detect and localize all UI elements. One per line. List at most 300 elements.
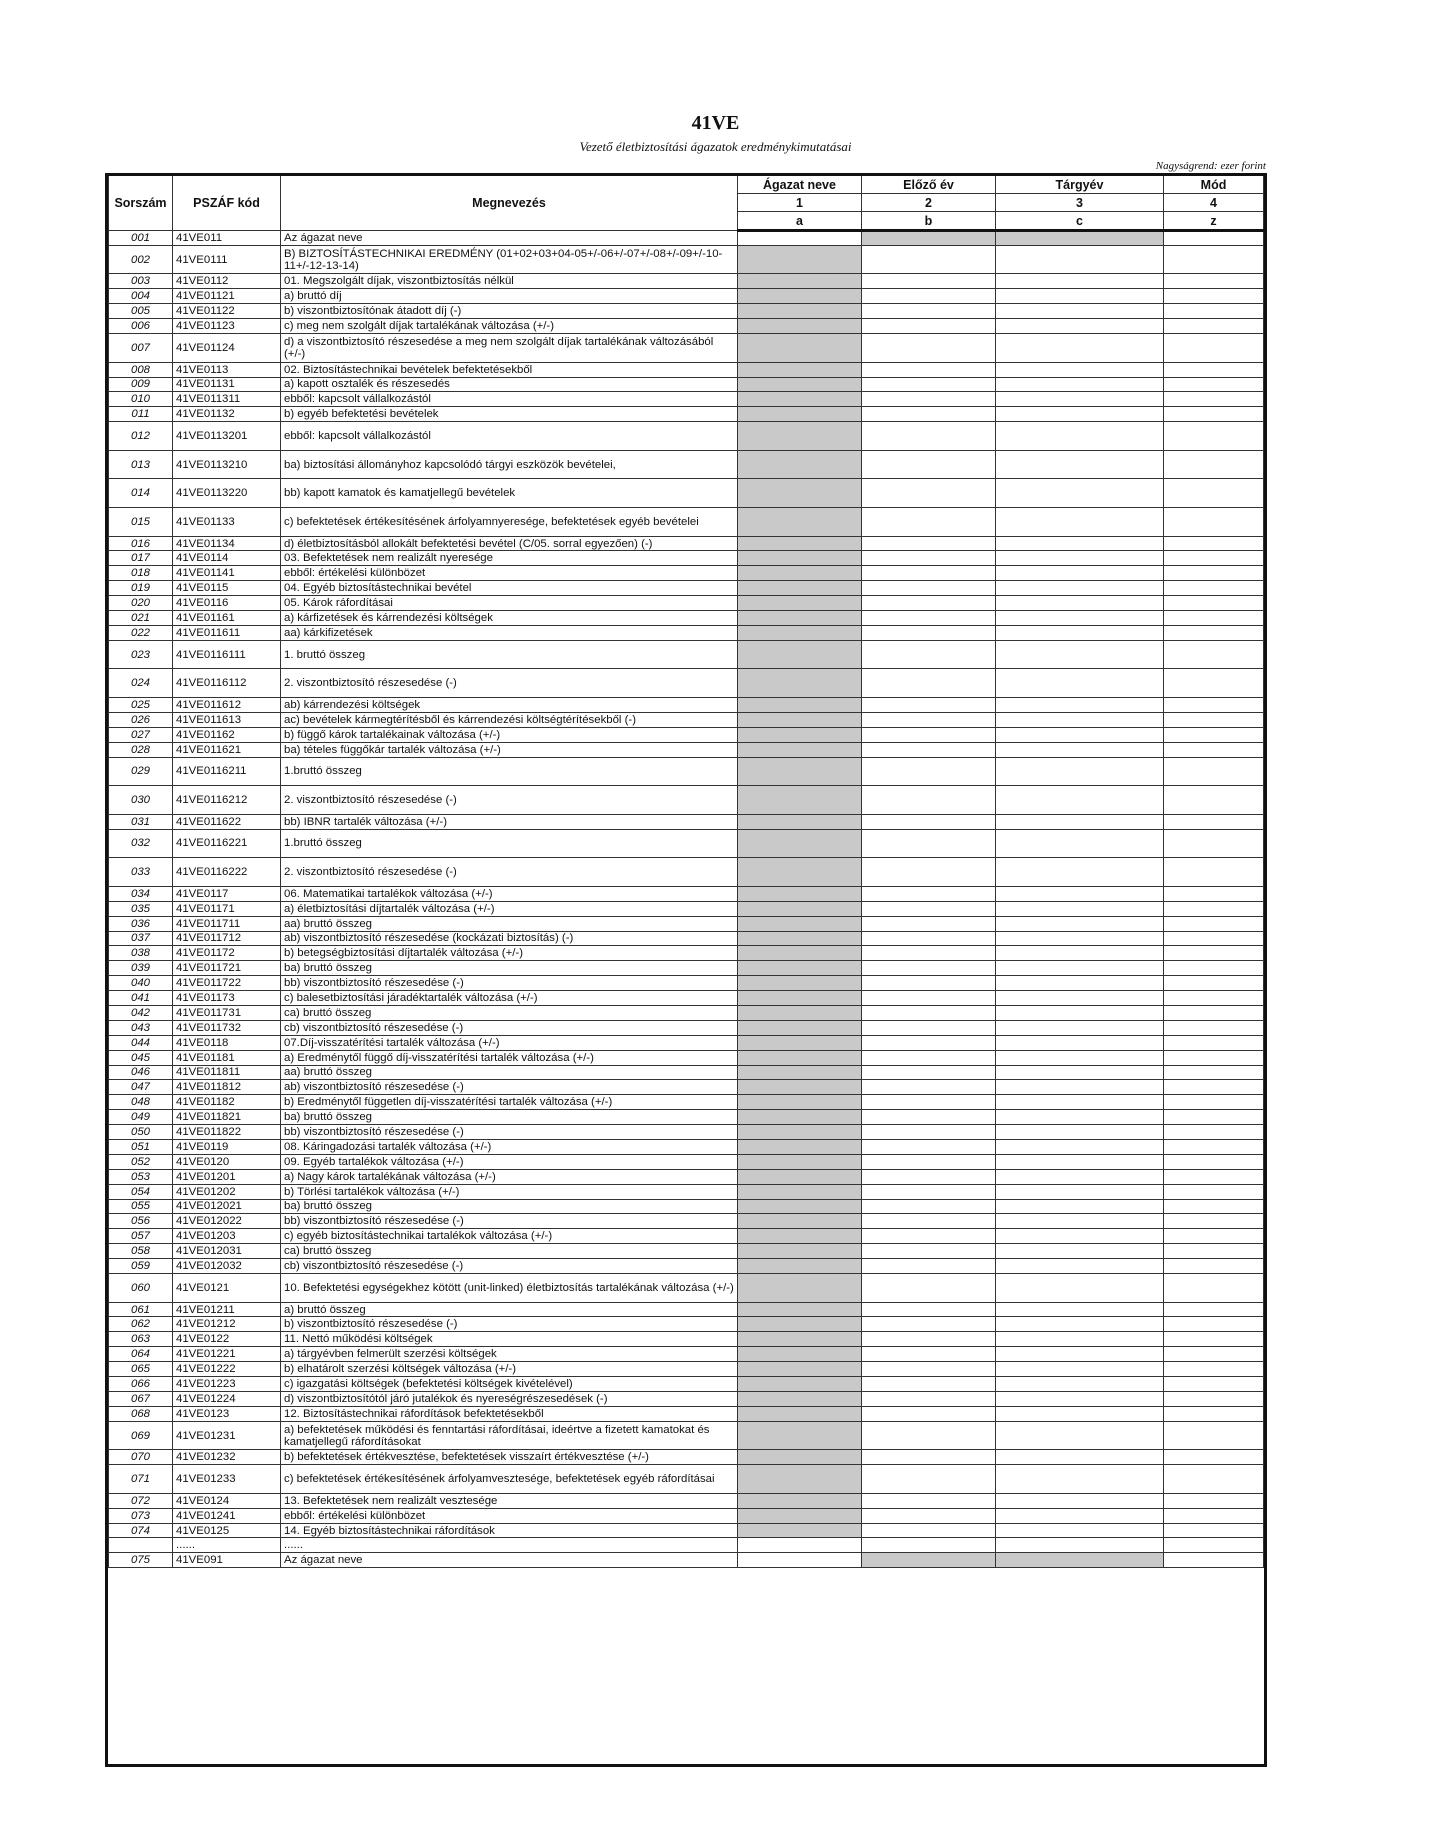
value-cell-targyev[interactable]: [996, 1465, 1164, 1494]
value-cell-mod[interactable]: [1164, 1005, 1264, 1020]
value-cell-mod[interactable]: [1164, 946, 1264, 961]
value-cell-targyev[interactable]: [996, 304, 1164, 319]
value-cell-targyev[interactable]: [996, 1005, 1164, 1020]
value-cell-agazat[interactable]: [738, 698, 862, 713]
value-cell-agazat[interactable]: [738, 1184, 862, 1199]
value-cell-targyev[interactable]: [996, 858, 1164, 887]
value-cell-mod[interactable]: [1164, 1110, 1264, 1125]
value-cell-elozo-ev[interactable]: [862, 245, 996, 274]
value-cell-elozo-ev[interactable]: [862, 1095, 996, 1110]
value-cell-targyev[interactable]: [996, 1317, 1164, 1332]
value-cell-agazat[interactable]: [738, 596, 862, 611]
value-cell-agazat[interactable]: [738, 1035, 862, 1050]
value-cell-mod[interactable]: [1164, 1080, 1264, 1095]
value-cell-targyev[interactable]: [996, 422, 1164, 451]
value-cell-targyev[interactable]: [996, 362, 1164, 377]
value-cell-mod[interactable]: [1164, 1362, 1264, 1377]
value-cell-targyev[interactable]: [996, 377, 1164, 392]
value-cell-elozo-ev[interactable]: [862, 1229, 996, 1244]
value-cell-elozo-ev[interactable]: [862, 1421, 996, 1450]
value-cell-elozo-ev[interactable]: [862, 1110, 996, 1125]
value-cell-targyev[interactable]: [996, 274, 1164, 289]
value-cell-mod[interactable]: [1164, 1377, 1264, 1392]
value-cell-elozo-ev[interactable]: [862, 814, 996, 829]
value-cell-targyev[interactable]: [996, 1406, 1164, 1421]
value-cell-targyev[interactable]: [996, 976, 1164, 991]
value-cell-targyev[interactable]: [996, 1080, 1164, 1095]
value-cell-agazat[interactable]: [738, 858, 862, 887]
value-cell-mod[interactable]: [1164, 245, 1264, 274]
value-cell-agazat[interactable]: [738, 422, 862, 451]
value-cell-targyev[interactable]: [996, 742, 1164, 757]
value-cell-elozo-ev[interactable]: [862, 786, 996, 815]
value-cell-agazat[interactable]: [738, 916, 862, 931]
value-cell-targyev[interactable]: [996, 289, 1164, 304]
value-cell-mod[interactable]: [1164, 1020, 1264, 1035]
value-cell-targyev[interactable]: [996, 1184, 1164, 1199]
value-cell-agazat[interactable]: [738, 1391, 862, 1406]
value-cell-targyev[interactable]: [996, 1214, 1164, 1229]
value-cell-elozo-ev[interactable]: [862, 1332, 996, 1347]
value-cell-targyev[interactable]: [996, 1065, 1164, 1080]
value-cell-mod[interactable]: [1164, 786, 1264, 815]
value-cell-targyev[interactable]: [996, 1154, 1164, 1169]
value-cell-agazat[interactable]: [738, 727, 862, 742]
value-cell-targyev[interactable]: [996, 991, 1164, 1006]
value-cell-mod[interactable]: [1164, 596, 1264, 611]
value-cell-mod[interactable]: [1164, 1317, 1264, 1332]
value-cell-elozo-ev[interactable]: [862, 901, 996, 916]
value-cell-mod[interactable]: [1164, 916, 1264, 931]
value-cell-agazat[interactable]: [738, 479, 862, 508]
value-cell-targyev[interactable]: [996, 479, 1164, 508]
value-cell-mod[interactable]: [1164, 1154, 1264, 1169]
value-cell-elozo-ev[interactable]: [862, 712, 996, 727]
value-cell-elozo-ev[interactable]: [862, 1169, 996, 1184]
value-cell-agazat[interactable]: [738, 829, 862, 858]
value-cell-agazat[interactable]: [738, 1214, 862, 1229]
value-cell-elozo-ev[interactable]: [862, 858, 996, 887]
value-cell-elozo-ev[interactable]: [862, 961, 996, 976]
value-cell-agazat[interactable]: [738, 1450, 862, 1465]
value-cell-agazat[interactable]: [738, 1465, 862, 1494]
value-cell-elozo-ev[interactable]: [862, 1406, 996, 1421]
value-cell-mod[interactable]: [1164, 1139, 1264, 1154]
value-cell-agazat[interactable]: [738, 1377, 862, 1392]
value-cell-mod[interactable]: [1164, 566, 1264, 581]
value-cell-agazat[interactable]: [738, 814, 862, 829]
value-cell-targyev[interactable]: [996, 596, 1164, 611]
value-cell-elozo-ev[interactable]: [862, 581, 996, 596]
value-cell-mod[interactable]: [1164, 1493, 1264, 1508]
value-cell-elozo-ev[interactable]: [862, 976, 996, 991]
value-cell-targyev[interactable]: [996, 1169, 1164, 1184]
value-cell-targyev[interactable]: [996, 931, 1164, 946]
value-cell-agazat[interactable]: [738, 1362, 862, 1377]
value-cell-targyev[interactable]: [996, 1139, 1164, 1154]
value-cell-mod[interactable]: [1164, 901, 1264, 916]
value-cell-mod[interactable]: [1164, 669, 1264, 698]
value-cell-elozo-ev[interactable]: [862, 1199, 996, 1214]
value-cell-elozo-ev[interactable]: [862, 1020, 996, 1035]
value-cell-mod[interactable]: [1164, 1332, 1264, 1347]
value-cell-mod[interactable]: [1164, 1391, 1264, 1406]
value-cell-agazat[interactable]: [738, 976, 862, 991]
value-cell-elozo-ev[interactable]: [862, 407, 996, 422]
value-cell-targyev[interactable]: [996, 1035, 1164, 1050]
value-cell-agazat[interactable]: [738, 1553, 862, 1568]
value-cell-targyev[interactable]: [996, 319, 1164, 334]
value-cell-targyev[interactable]: [996, 1050, 1164, 1065]
value-cell-elozo-ev[interactable]: [862, 1553, 996, 1568]
value-cell-mod[interactable]: [1164, 1538, 1264, 1553]
value-cell-mod[interactable]: [1164, 274, 1264, 289]
value-cell-mod[interactable]: [1164, 392, 1264, 407]
value-cell-elozo-ev[interactable]: [862, 829, 996, 858]
value-cell-agazat[interactable]: [738, 625, 862, 640]
value-cell-mod[interactable]: [1164, 231, 1264, 246]
value-cell-elozo-ev[interactable]: [862, 669, 996, 698]
value-cell-agazat[interactable]: [738, 786, 862, 815]
value-cell-targyev[interactable]: [996, 392, 1164, 407]
value-cell-targyev[interactable]: [996, 611, 1164, 626]
value-cell-elozo-ev[interactable]: [862, 289, 996, 304]
value-cell-elozo-ev[interactable]: [862, 377, 996, 392]
value-cell-agazat[interactable]: [738, 1332, 862, 1347]
value-cell-elozo-ev[interactable]: [862, 596, 996, 611]
value-cell-mod[interactable]: [1164, 507, 1264, 536]
value-cell-targyev[interactable]: [996, 1493, 1164, 1508]
value-cell-elozo-ev[interactable]: [862, 1523, 996, 1538]
value-cell-mod[interactable]: [1164, 931, 1264, 946]
value-cell-targyev[interactable]: [996, 1273, 1164, 1302]
value-cell-targyev[interactable]: [996, 566, 1164, 581]
value-cell-agazat[interactable]: [738, 946, 862, 961]
value-cell-targyev[interactable]: [996, 727, 1164, 742]
value-cell-mod[interactable]: [1164, 757, 1264, 786]
value-cell-targyev[interactable]: [996, 536, 1164, 551]
value-cell-agazat[interactable]: [738, 289, 862, 304]
value-cell-targyev[interactable]: [996, 829, 1164, 858]
value-cell-mod[interactable]: [1164, 1199, 1264, 1214]
value-cell-elozo-ev[interactable]: [862, 1450, 996, 1465]
value-cell-elozo-ev[interactable]: [862, 1050, 996, 1065]
value-cell-mod[interactable]: [1164, 1508, 1264, 1523]
value-cell-elozo-ev[interactable]: [862, 1080, 996, 1095]
value-cell-targyev[interactable]: [996, 1450, 1164, 1465]
value-cell-elozo-ev[interactable]: [862, 551, 996, 566]
value-cell-elozo-ev[interactable]: [862, 1005, 996, 1020]
value-cell-targyev[interactable]: [996, 1332, 1164, 1347]
value-cell-agazat[interactable]: [738, 1317, 862, 1332]
value-cell-agazat[interactable]: [738, 1050, 862, 1065]
value-cell-elozo-ev[interactable]: [862, 742, 996, 757]
value-cell-agazat[interactable]: [738, 669, 862, 698]
value-cell-elozo-ev[interactable]: [862, 392, 996, 407]
value-cell-agazat[interactable]: [738, 1538, 862, 1553]
value-cell-agazat[interactable]: [738, 1169, 862, 1184]
value-cell-mod[interactable]: [1164, 377, 1264, 392]
value-cell-mod[interactable]: [1164, 1229, 1264, 1244]
value-cell-agazat[interactable]: [738, 712, 862, 727]
value-cell-mod[interactable]: [1164, 1184, 1264, 1199]
value-cell-elozo-ev[interactable]: [862, 319, 996, 334]
value-cell-agazat[interactable]: [738, 1259, 862, 1274]
value-cell-agazat[interactable]: [738, 611, 862, 626]
value-cell-agazat[interactable]: [738, 551, 862, 566]
value-cell-mod[interactable]: [1164, 991, 1264, 1006]
value-cell-agazat[interactable]: [738, 1229, 862, 1244]
value-cell-mod[interactable]: [1164, 450, 1264, 479]
value-cell-elozo-ev[interactable]: [862, 1139, 996, 1154]
value-cell-agazat[interactable]: [738, 245, 862, 274]
value-cell-agazat[interactable]: [738, 392, 862, 407]
value-cell-agazat[interactable]: [738, 1065, 862, 1080]
value-cell-targyev[interactable]: [996, 669, 1164, 698]
value-cell-targyev[interactable]: [996, 916, 1164, 931]
value-cell-mod[interactable]: [1164, 1421, 1264, 1450]
value-cell-elozo-ev[interactable]: [862, 1035, 996, 1050]
value-cell-targyev[interactable]: [996, 1020, 1164, 1035]
value-cell-mod[interactable]: [1164, 611, 1264, 626]
value-cell-targyev[interactable]: [996, 1508, 1164, 1523]
value-cell-targyev[interactable]: [996, 1244, 1164, 1259]
value-cell-agazat[interactable]: [738, 1005, 862, 1020]
value-cell-agazat[interactable]: [738, 334, 862, 363]
value-cell-agazat[interactable]: [738, 1523, 862, 1538]
value-cell-targyev[interactable]: [996, 450, 1164, 479]
value-cell-elozo-ev[interactable]: [862, 916, 996, 931]
value-cell-elozo-ev[interactable]: [862, 1377, 996, 1392]
value-cell-elozo-ev[interactable]: [862, 334, 996, 363]
value-cell-agazat[interactable]: [738, 640, 862, 669]
value-cell-elozo-ev[interactable]: [862, 274, 996, 289]
value-cell-targyev[interactable]: [996, 886, 1164, 901]
value-cell-agazat[interactable]: [738, 901, 862, 916]
value-cell-targyev[interactable]: [996, 1377, 1164, 1392]
value-cell-elozo-ev[interactable]: [862, 991, 996, 1006]
value-cell-mod[interactable]: [1164, 1465, 1264, 1494]
value-cell-mod[interactable]: [1164, 976, 1264, 991]
value-cell-agazat[interactable]: [738, 1199, 862, 1214]
value-cell-agazat[interactable]: [738, 536, 862, 551]
value-cell-elozo-ev[interactable]: [862, 1214, 996, 1229]
value-cell-elozo-ev[interactable]: [862, 946, 996, 961]
value-cell-targyev[interactable]: [996, 1199, 1164, 1214]
value-cell-agazat[interactable]: [738, 1080, 862, 1095]
value-cell-mod[interactable]: [1164, 1302, 1264, 1317]
value-cell-elozo-ev[interactable]: [862, 1493, 996, 1508]
value-cell-targyev[interactable]: [996, 1095, 1164, 1110]
value-cell-agazat[interactable]: [738, 450, 862, 479]
value-cell-targyev[interactable]: [996, 1553, 1164, 1568]
value-cell-elozo-ev[interactable]: [862, 698, 996, 713]
value-cell-agazat[interactable]: [738, 1244, 862, 1259]
value-cell-elozo-ev[interactable]: [862, 625, 996, 640]
value-cell-agazat[interactable]: [738, 991, 862, 1006]
value-cell-targyev[interactable]: [996, 625, 1164, 640]
value-cell-elozo-ev[interactable]: [862, 1538, 996, 1553]
value-cell-mod[interactable]: [1164, 1169, 1264, 1184]
value-cell-mod[interactable]: [1164, 727, 1264, 742]
value-cell-elozo-ev[interactable]: [862, 362, 996, 377]
value-cell-targyev[interactable]: [996, 786, 1164, 815]
value-cell-targyev[interactable]: [996, 1523, 1164, 1538]
value-cell-mod[interactable]: [1164, 407, 1264, 422]
value-cell-mod[interactable]: [1164, 1273, 1264, 1302]
value-cell-targyev[interactable]: [996, 231, 1164, 246]
value-cell-mod[interactable]: [1164, 1214, 1264, 1229]
value-cell-agazat[interactable]: [738, 507, 862, 536]
value-cell-agazat[interactable]: [738, 757, 862, 786]
value-cell-mod[interactable]: [1164, 304, 1264, 319]
value-cell-targyev[interactable]: [996, 1538, 1164, 1553]
value-cell-agazat[interactable]: [738, 319, 862, 334]
value-cell-mod[interactable]: [1164, 1065, 1264, 1080]
value-cell-agazat[interactable]: [738, 1154, 862, 1169]
value-cell-agazat[interactable]: [738, 1406, 862, 1421]
value-cell-targyev[interactable]: [996, 1229, 1164, 1244]
value-cell-elozo-ev[interactable]: [862, 450, 996, 479]
value-cell-agazat[interactable]: [738, 742, 862, 757]
value-cell-agazat[interactable]: [738, 304, 862, 319]
value-cell-targyev[interactable]: [996, 1125, 1164, 1140]
value-cell-mod[interactable]: [1164, 1406, 1264, 1421]
value-cell-mod[interactable]: [1164, 698, 1264, 713]
value-cell-targyev[interactable]: [996, 1421, 1164, 1450]
value-cell-mod[interactable]: [1164, 1035, 1264, 1050]
value-cell-targyev[interactable]: [996, 1347, 1164, 1362]
value-cell-elozo-ev[interactable]: [862, 757, 996, 786]
value-cell-mod[interactable]: [1164, 712, 1264, 727]
value-cell-agazat[interactable]: [738, 1302, 862, 1317]
value-cell-agazat[interactable]: [738, 362, 862, 377]
value-cell-elozo-ev[interactable]: [862, 304, 996, 319]
value-cell-agazat[interactable]: [738, 1273, 862, 1302]
value-cell-elozo-ev[interactable]: [862, 1347, 996, 1362]
value-cell-agazat[interactable]: [738, 274, 862, 289]
value-cell-agazat[interactable]: [738, 1125, 862, 1140]
value-cell-elozo-ev[interactable]: [862, 886, 996, 901]
value-cell-targyev[interactable]: [996, 961, 1164, 976]
value-cell-elozo-ev[interactable]: [862, 1302, 996, 1317]
value-cell-mod[interactable]: [1164, 551, 1264, 566]
value-cell-elozo-ev[interactable]: [862, 640, 996, 669]
value-cell-elozo-ev[interactable]: [862, 1184, 996, 1199]
value-cell-targyev[interactable]: [996, 507, 1164, 536]
value-cell-targyev[interactable]: [996, 757, 1164, 786]
value-cell-mod[interactable]: [1164, 334, 1264, 363]
value-cell-mod[interactable]: [1164, 961, 1264, 976]
value-cell-elozo-ev[interactable]: [862, 931, 996, 946]
value-cell-agazat[interactable]: [738, 566, 862, 581]
value-cell-agazat[interactable]: [738, 1493, 862, 1508]
value-cell-mod[interactable]: [1164, 536, 1264, 551]
value-cell-agazat[interactable]: [738, 886, 862, 901]
value-cell-elozo-ev[interactable]: [862, 1465, 996, 1494]
value-cell-agazat[interactable]: [738, 1095, 862, 1110]
value-cell-targyev[interactable]: [996, 901, 1164, 916]
value-cell-targyev[interactable]: [996, 1302, 1164, 1317]
value-cell-targyev[interactable]: [996, 1110, 1164, 1125]
value-cell-targyev[interactable]: [996, 407, 1164, 422]
value-cell-targyev[interactable]: [996, 712, 1164, 727]
value-cell-mod[interactable]: [1164, 581, 1264, 596]
value-cell-mod[interactable]: [1164, 1523, 1264, 1538]
value-cell-mod[interactable]: [1164, 1244, 1264, 1259]
value-cell-mod[interactable]: [1164, 625, 1264, 640]
value-cell-targyev[interactable]: [996, 640, 1164, 669]
value-cell-mod[interactable]: [1164, 814, 1264, 829]
value-cell-targyev[interactable]: [996, 581, 1164, 596]
value-cell-targyev[interactable]: [996, 698, 1164, 713]
value-cell-elozo-ev[interactable]: [862, 536, 996, 551]
value-cell-elozo-ev[interactable]: [862, 1259, 996, 1274]
value-cell-elozo-ev[interactable]: [862, 1317, 996, 1332]
value-cell-targyev[interactable]: [996, 946, 1164, 961]
value-cell-agazat[interactable]: [738, 1139, 862, 1154]
value-cell-mod[interactable]: [1164, 640, 1264, 669]
value-cell-agazat[interactable]: [738, 961, 862, 976]
value-cell-agazat[interactable]: [738, 231, 862, 246]
value-cell-targyev[interactable]: [996, 334, 1164, 363]
value-cell-targyev[interactable]: [996, 245, 1164, 274]
value-cell-mod[interactable]: [1164, 1450, 1264, 1465]
value-cell-elozo-ev[interactable]: [862, 611, 996, 626]
value-cell-agazat[interactable]: [738, 377, 862, 392]
value-cell-targyev[interactable]: [996, 551, 1164, 566]
value-cell-mod[interactable]: [1164, 479, 1264, 508]
value-cell-agazat[interactable]: [738, 1347, 862, 1362]
value-cell-mod[interactable]: [1164, 858, 1264, 887]
value-cell-mod[interactable]: [1164, 362, 1264, 377]
value-cell-elozo-ev[interactable]: [862, 1125, 996, 1140]
value-cell-mod[interactable]: [1164, 1095, 1264, 1110]
value-cell-agazat[interactable]: [738, 1421, 862, 1450]
value-cell-elozo-ev[interactable]: [862, 566, 996, 581]
value-cell-mod[interactable]: [1164, 886, 1264, 901]
value-cell-elozo-ev[interactable]: [862, 231, 996, 246]
value-cell-agazat[interactable]: [738, 581, 862, 596]
value-cell-elozo-ev[interactable]: [862, 479, 996, 508]
value-cell-mod[interactable]: [1164, 1553, 1264, 1568]
value-cell-elozo-ev[interactable]: [862, 422, 996, 451]
value-cell-elozo-ev[interactable]: [862, 1065, 996, 1080]
value-cell-elozo-ev[interactable]: [862, 507, 996, 536]
value-cell-mod[interactable]: [1164, 1259, 1264, 1274]
value-cell-elozo-ev[interactable]: [862, 1391, 996, 1406]
value-cell-targyev[interactable]: [996, 1362, 1164, 1377]
value-cell-mod[interactable]: [1164, 1347, 1264, 1362]
value-cell-mod[interactable]: [1164, 422, 1264, 451]
value-cell-agazat[interactable]: [738, 1110, 862, 1125]
value-cell-elozo-ev[interactable]: [862, 1273, 996, 1302]
value-cell-mod[interactable]: [1164, 742, 1264, 757]
value-cell-elozo-ev[interactable]: [862, 727, 996, 742]
value-cell-agazat[interactable]: [738, 931, 862, 946]
value-cell-targyev[interactable]: [996, 1391, 1164, 1406]
value-cell-mod[interactable]: [1164, 289, 1264, 304]
value-cell-agazat[interactable]: [738, 1508, 862, 1523]
value-cell-elozo-ev[interactable]: [862, 1508, 996, 1523]
value-cell-mod[interactable]: [1164, 1050, 1264, 1065]
value-cell-mod[interactable]: [1164, 1125, 1264, 1140]
value-cell-mod[interactable]: [1164, 319, 1264, 334]
value-cell-agazat[interactable]: [738, 1020, 862, 1035]
value-cell-targyev[interactable]: [996, 1259, 1164, 1274]
value-cell-elozo-ev[interactable]: [862, 1244, 996, 1259]
value-cell-targyev[interactable]: [996, 814, 1164, 829]
